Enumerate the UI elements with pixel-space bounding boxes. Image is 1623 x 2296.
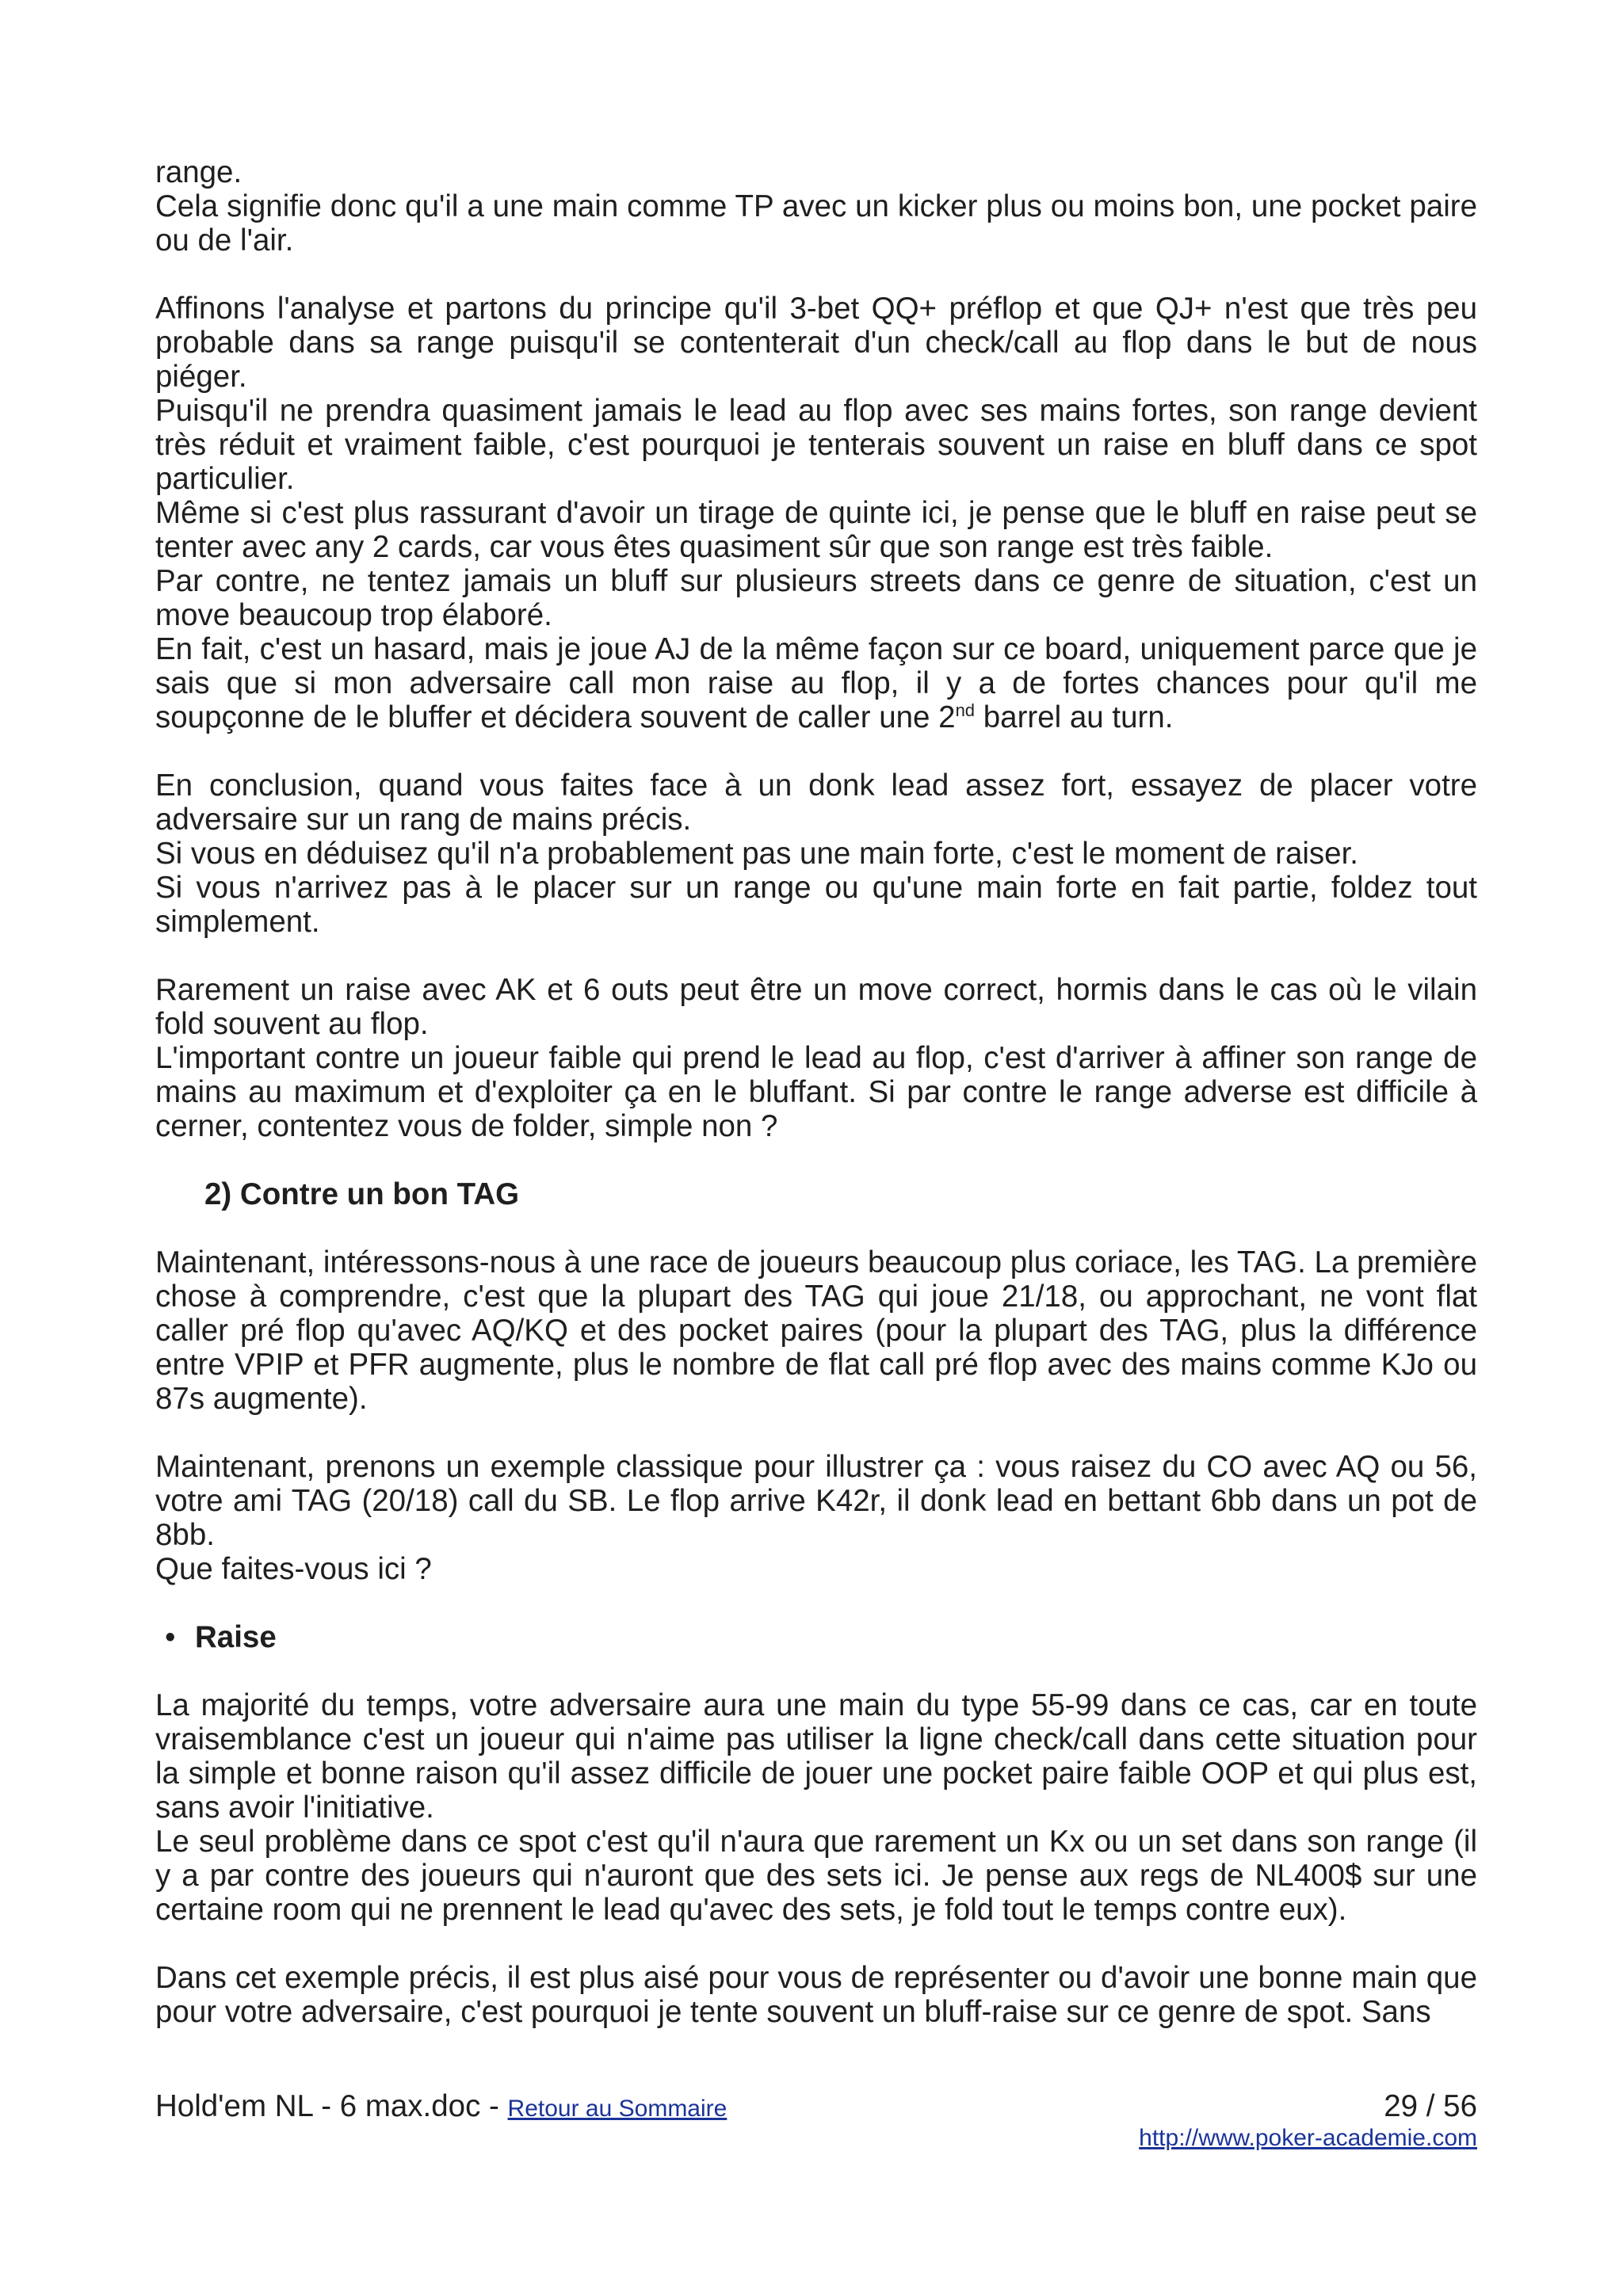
paragraph-text: barrel au turn.: [975, 700, 1174, 734]
website-link[interactable]: http://www.poker-academie.com: [1139, 2125, 1477, 2151]
superscript: nd: [955, 700, 976, 721]
paragraph: Affinons l'analyse et partons du principe qu'il 3-bet QQ+ préflop et que QJ+ n'est que très peu probable dans sa range puisqu'il se contenterait d'un check/call au flop dans le but de nous piéger.: [155, 292, 1477, 394]
paragraph: Même si c'est plus rassurant d'avoir un tirage de quinte ici, je pense que le bluff en raise peut se tenter avec any 2 cards, car vous êtes quasiment sûr que son range est très faible.: [155, 496, 1477, 564]
page-footer: [155, 2089, 1477, 2151]
paragraph: Puisqu'il ne prendra quasiment jamais le lead au flop avec ses mains fortes, son range devient très réduit et vraiment faible, c'est pourquoi je tenterais souvent un raise en bluff dans ce spot particulier.: [155, 394, 1477, 496]
paragraph: Si vous n'arrivez pas à le placer sur un range ou qu'une main forte en fait partie, foldez tout simplement.: [155, 871, 1477, 939]
paragraph: Que faites-vous ici ?: [155, 1552, 432, 1586]
paragraph: Le seul problème dans ce spot c'est qu'il n'aura que rarement un Kx ou un set dans son range (il y a par contre des joueurs qui n'auront que des sets ici. Je pense aux regs de NL400$ sur une certaine room qui ne prennent le lead qu'avec des sets, je fold tout le temps contre eux).: [155, 1825, 1477, 1927]
bullet-item: [155, 1620, 1477, 1654]
paragraph: range.: [155, 155, 242, 189]
document-body: [155, 155, 1477, 2029]
paragraph-text: En fait, c'est un hasard, mais je joue AJ de la même façon sur ce board, uniquement parce que je sais que si mon adversaire call mon raise au flop, il y a de fortes chances pour qu'il me soupçonne de le bluffer et décidera souvent de caller une 2: [155, 632, 1477, 734]
paragraph: L'important contre un joueur faible qui prend le lead au flop, c'est d'arriver à affiner son range de mains au maximum et d'exploiter ça en le bluffant. Si par contre le range adverse est difficile à cerner, contentez vous de folder, simple non ?: [155, 1041, 1477, 1143]
bullet-icon: •: [165, 1620, 176, 1654]
paragraph: En conclusion, quand vous faites face à un donk lead assez fort, essayez de placer votre adversaire sur un rang de mains précis.: [155, 769, 1477, 837]
paragraph: Dans cet exemple précis, il est plus aisé pour vous de représenter ou d'avoir une bonne main que pour votre adversaire, c'est pourquoi je tente souvent un bluff-raise sur ce genre de spot. Sans: [155, 1961, 1477, 2029]
section-heading: 2) Contre un bon TAG: [204, 1177, 520, 1211]
footer-doc-title: Hold'em NL - 6 max.doc -: [155, 2089, 508, 2123]
paragraph: Rarement un raise avec AK et 6 outs peut être un move correct, hormis dans le cas où le vilain fold souvent au flop.: [155, 973, 1477, 1041]
sommaire-link[interactable]: Retour au Sommaire: [507, 2096, 727, 2122]
paragraph: Maintenant, intéressons-nous à une race de joueurs beaucoup plus coriace, les TAG. La première chose à comprendre, c'est que la plupart des TAG qui joue 21/18, ou approchant, ne vont flat caller pré flop qu'avec AQ/KQ et des pocket paires (pour la plupart des TAG, plus la différence entre VPIP et PFR augmente, plus le nombre de flat call pré flop avec des mains comme KJo ou 87s augmente).: [155, 1245, 1477, 1416]
paragraph: Par contre, ne tentez jamais un bluff sur plusieurs streets dans ce genre de situation, c'est un move beaucoup trop élaboré.: [155, 564, 1477, 632]
paragraph: Si vous en déduisez qu'il n'a probablement pas une main forte, c'est le moment de raiser.: [155, 837, 1358, 871]
bullet-label: Raise: [195, 1620, 277, 1654]
paragraph: Maintenant, prenons un exemple classique pour illustrer ça : vous raisez du CO avec AQ ou 56, votre ami TAG (20/18) call du SB. Le flop arrive K42r, il donk lead en bettant 6bb dans un pot de 8bb.: [155, 1450, 1477, 1552]
paragraph: [155, 632, 1477, 734]
paragraph: Cela signifie donc qu'il a une main comme TP avec un kicker plus ou moins bon, une pocket paire ou de l'air.: [155, 189, 1477, 257]
page-number: 29 / 56: [1384, 2089, 1477, 2123]
paragraph: La majorité du temps, votre adversaire aura une main du type 55-99 dans ce cas, car en toute vraisemblance c'est un joueur qui n'aime pas utiliser la ligne check/call dans cette situation pour la simple et bonne raison qu'il assez difficile de jouer une pocket paire faible OOP et qui plus est, sans avoir l'initiative.: [155, 1688, 1477, 1825]
